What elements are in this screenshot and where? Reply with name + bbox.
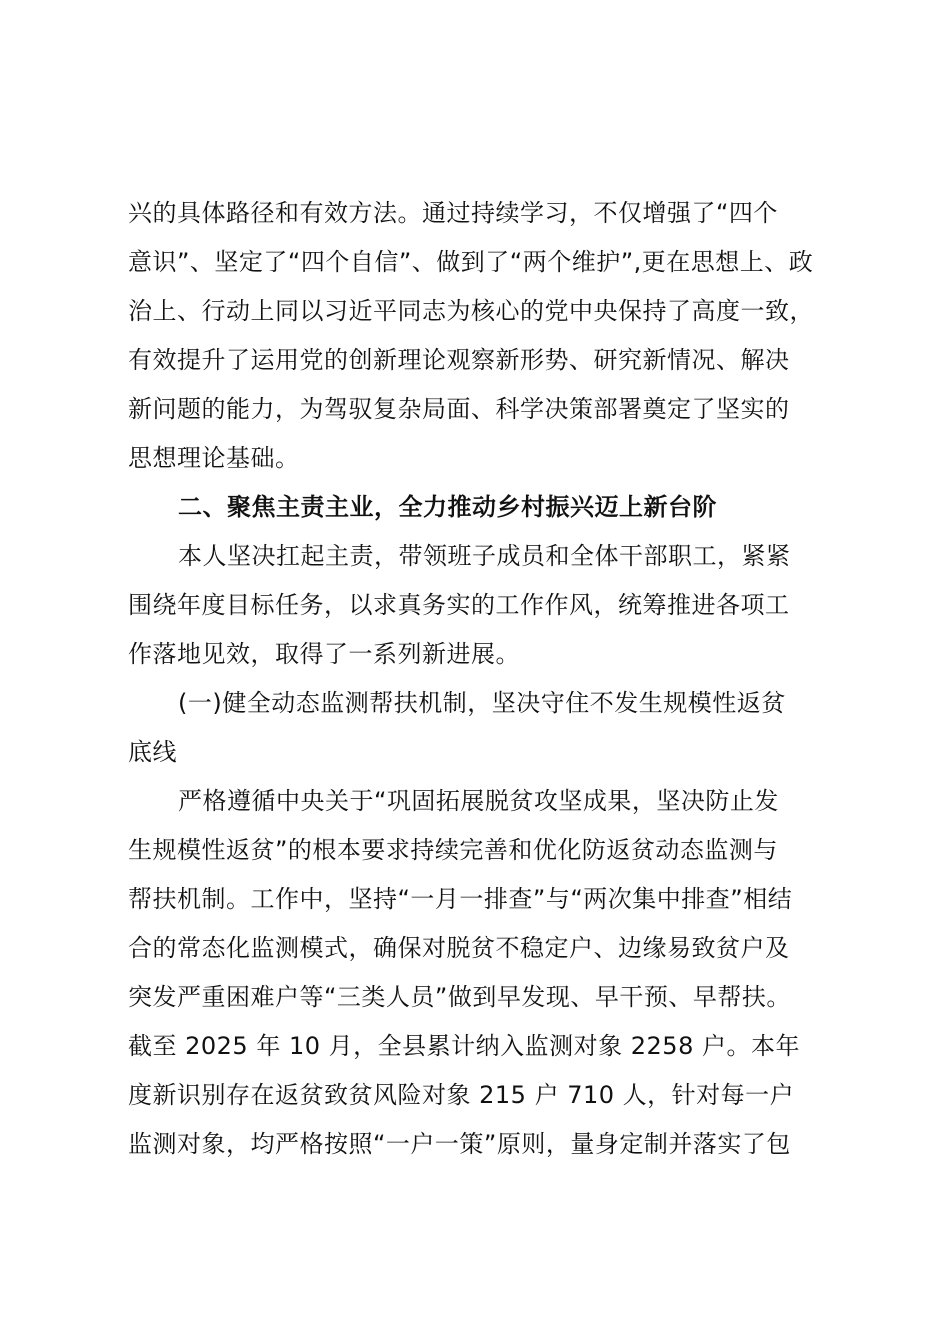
continuation-paragraph [128, 189, 850, 483]
section-two-heading [128, 483, 850, 532]
text-line: 作落地见效，取得了一系列新进展。 [128, 640, 520, 668]
text-line: 突发严重困难户等“三类人员”做到早发现、早干预、早帮扶。 [128, 983, 791, 1011]
text-line: 合的常态化监测模式，确保对脱贫不稳定户、边缘易致贫户及 [128, 934, 790, 962]
monitoring-paragraph [128, 777, 850, 1169]
text-line: 帮扶机制。工作中，坚持“一月一排查”与“两次集中排查”相结 [128, 885, 793, 913]
text-line: 度新识别存在返贫致贫风险对象 215 户 710 人，针对每一户 [128, 1081, 795, 1109]
text-line: (一)健全动态监测帮扶机制，坚决守住不发生规模性返贫 [178, 689, 786, 717]
text-line: 截至 2025 年 10 月，全县累计纳入监测对象 2258 户。本年 [128, 1032, 800, 1060]
text-line: 治上、行动上同以习近平同志为核心的党中央保持了高度一致， [128, 297, 814, 325]
text-line: 兴的具体路径和有效方法。通过持续学习，不仅增强了“四个 [128, 199, 778, 227]
section-heading-text: 二、聚焦主责主业，全力推动乡村振兴迈上新台阶 [178, 493, 717, 521]
text-line: 本人坚决扛起主责，带领班子成员和全体干部职工，紧紧 [178, 542, 791, 570]
text-line: 有效提升了运用党的创新理论观察新形势、研究新情况、解决 [128, 346, 790, 374]
text-line: 思想理论基础。 [128, 444, 300, 472]
text-line: 底线 [128, 738, 177, 766]
document-body [128, 189, 850, 1169]
text-line: 新问题的能力，为驾驭复杂局面、科学决策部署奠定了坚实的 [128, 395, 790, 423]
text-line: 围绕年度目标任务，以求真务实的工作作风，统筹推进各项工 [128, 591, 790, 619]
text-line: 意识”、坚定了“四个自信”、做到了“两个维护”,更在思想上、政 [128, 248, 814, 276]
text-line: 监测对象，均严格按照“一户一策”原则，量身定制并落实了包 [128, 1130, 791, 1158]
text-line: 生规模性返贫”的根本要求持续完善和优化防返贫动态监测与 [128, 836, 778, 864]
text-line: 严格遵循中央关于“巩固拓展脱贫攻坚成果，坚决防止发 [178, 787, 779, 815]
subsection-one-heading [128, 679, 850, 777]
intro-paragraph [128, 532, 850, 679]
